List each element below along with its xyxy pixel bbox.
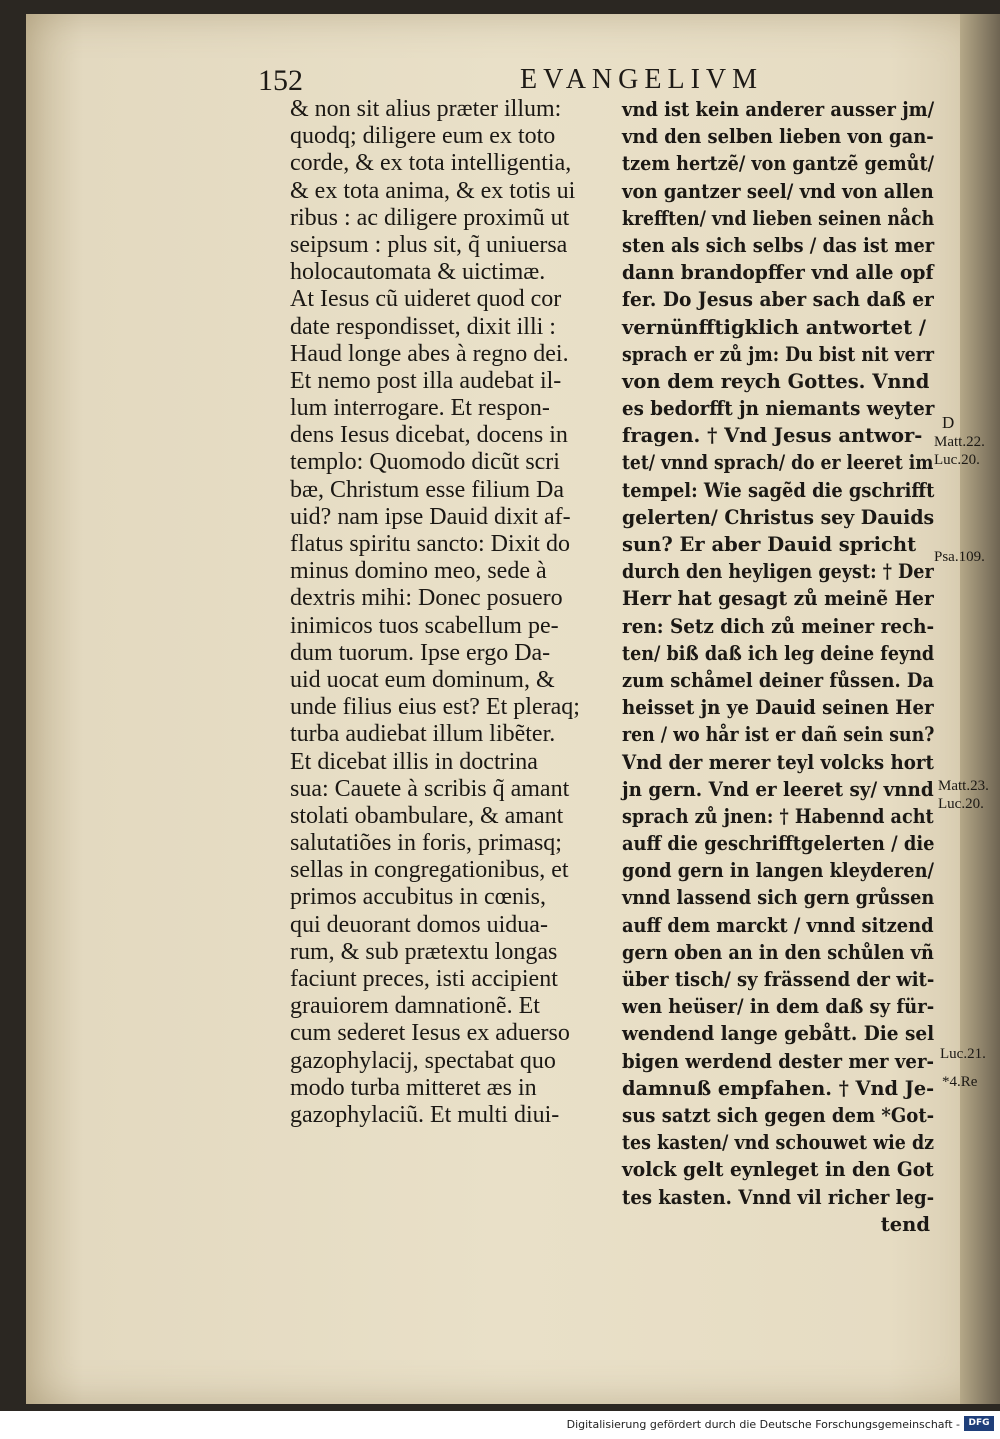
german-text-line: dann brandopffer vnd alle opf xyxy=(622,261,934,285)
german-text-line: fer. Do Jesus aber sach daß er xyxy=(622,288,934,312)
german-text-line: auff die geschrifftgelerten / die xyxy=(622,832,935,856)
german-text-line: wendend lange gebått. Die sel xyxy=(622,1022,935,1046)
latin-text-line: unde filius eius est? Et pleraq; xyxy=(290,694,580,721)
latin-text-line: date respondisset, dixit illi : xyxy=(290,313,556,340)
latin-text-line: templo: Quomodo dicũt scri xyxy=(290,449,560,476)
running-title: EVANGELIVM xyxy=(520,64,764,95)
margin-ref-luc-20-second: Luc.20. xyxy=(938,796,984,812)
german-text-line: sun? Er aber Dauid spricht xyxy=(622,533,917,556)
latin-text-line: Et dicebat illis in doctrina xyxy=(290,748,538,775)
german-text-line: wen heüser/ in dem daß sy für- xyxy=(622,995,935,1019)
german-text-line: von gantzer seel/ vnd von allen xyxy=(622,179,934,203)
german-text-line: bigen werdend dester mer ver- xyxy=(622,1049,935,1073)
latin-text-line: grauiorem damnationẽ. Et xyxy=(290,993,540,1020)
german-text-line: ren / wo hår ist er dañ sein sun? xyxy=(622,723,935,747)
german-text-line: jn gern. Vnd er leeret sy/ vnnd xyxy=(622,777,934,801)
german-text-line: heisset jn ye Dauid seinen Her xyxy=(622,696,934,720)
german-text-line: ten/ biß daß ich leg deine feynd xyxy=(622,641,935,665)
latin-text-line: uid uocat eum dominum, & xyxy=(290,666,555,693)
margin-ref-matt-23: Matt.23. xyxy=(938,778,989,794)
german-text-line: Vnd der merer teyl volcks hort xyxy=(622,750,934,774)
latin-text-line: inimicos tuos scabellum pe- xyxy=(290,612,559,639)
latin-text-line: seipsum : plus sit, q̃ uniuersa xyxy=(290,231,568,258)
latin-text-line: stolati obambulare, & amant xyxy=(290,802,564,829)
latin-text-line: turba audiebat illum libẽter. xyxy=(290,721,556,748)
latin-text-line: corde, & ex tota intelligentia, xyxy=(290,150,572,177)
german-text-line: sprach er zů jm: Du bist nit verr xyxy=(622,342,934,366)
latin-text-line: flatus spiritu sancto: Dixit do xyxy=(290,531,570,557)
margin-ref-luc-21: Luc.21. xyxy=(940,1046,986,1062)
german-text-line: gelerten/ Christus sey Dauids xyxy=(622,505,935,529)
german-text-line: tes kasten/ vnd schouwet wie dz xyxy=(622,1131,935,1155)
latin-text-line: & ex tota anima, & ex totis ui xyxy=(290,177,576,204)
footer-bar xyxy=(0,1411,1000,1439)
german-text-line: sprach zů jnen: † Habennd acht xyxy=(622,804,934,828)
german-text-line: tes kasten. Vnnd vil richer leg- xyxy=(622,1185,935,1209)
latin-text-line: gazophylacij, spectabat quo xyxy=(290,1047,556,1074)
margin-ref-luc-20: Luc.20. xyxy=(934,452,980,468)
german-text-line: auff dem marckt / vnnd sitzend xyxy=(622,913,934,937)
german-text-line: sus satzt sich gegen dem *Got- xyxy=(622,1103,935,1127)
latin-text-line: dum tuorum. Ipse ergo Da- xyxy=(290,639,551,666)
latin-text-line: sua: Cauete à scribis q̃ amant xyxy=(290,775,570,802)
latin-text-line: bæ, Christum esse filium Da xyxy=(290,476,564,503)
german-text-line: sten als sich selbs / das ist mer xyxy=(622,233,935,257)
german-text-line: es bedorfft jn niemants weyter xyxy=(622,397,935,421)
german-text-line: Herr hat gesagt zů meinẽ Her xyxy=(622,587,934,611)
german-text-line: vnnd lassend sich gern grůssen xyxy=(622,886,935,910)
latin-text-line: rum, & sub prætextu longas xyxy=(290,938,558,965)
latin-text-line: At Iesus cũ uideret quod cor xyxy=(290,286,562,313)
german-column xyxy=(622,96,934,1238)
latin-text-line: minus domino meo, sede à xyxy=(290,558,547,585)
funding-notice: Digitalisierung gefördert durch die Deutsche Forschungsgemeinschaft - xyxy=(566,1418,960,1431)
german-text-line: damnuß empfahen. † Vnd Je- xyxy=(622,1076,935,1100)
german-text-line: vnd den selben lieben von gan- xyxy=(622,125,934,149)
catchword: tend xyxy=(880,1212,930,1236)
latin-text-line: dens Iesus dicebat, docens in xyxy=(290,422,568,449)
latin-text-line: Et nemo post illa audebat il- xyxy=(290,367,562,394)
german-text-line: ren: Setz dich zů meiner rech- xyxy=(622,614,935,638)
latin-text-line: Haud longe abes à regno dei. xyxy=(290,340,569,367)
latin-text-line: lum interrogare. Et respon- xyxy=(290,395,550,422)
latin-text-line: holocautomata & uictimæ. xyxy=(290,259,546,286)
german-text-line: tzem hertzẽ/ von gantzẽ gemůt/ xyxy=(622,152,935,176)
german-text-line: krefften/ vnd lieben seinen nåch xyxy=(622,206,935,230)
latin-text-line: & non sit alius præter illum: xyxy=(290,96,562,122)
latin-text-line: faciunt preces, isti accipient xyxy=(290,966,558,992)
german-text-line: volck gelt eynleget in den Got xyxy=(622,1158,934,1182)
latin-text-line: salutatiões in foris, primasq; xyxy=(290,830,562,857)
german-text-line: gond gern in langen kleyderen/ xyxy=(622,859,934,883)
german-text-line: von dem reych Gottes. Vnnd xyxy=(622,369,930,393)
margin-section-letter: D xyxy=(942,413,955,432)
margin-ref-matt-22: Matt.22. xyxy=(934,434,985,450)
german-text-line: tet/ vnnd sprach/ do er leeret im xyxy=(622,451,934,475)
latin-text-line: primos accubitus in cœnis, xyxy=(290,884,546,911)
latin-text-line: qui deuorant domos uidua- xyxy=(290,911,548,938)
latin-text-line: modo turba mitteret æs in xyxy=(290,1074,537,1101)
german-text-line: fragen. † Vnd Jesus antwor- xyxy=(622,424,923,448)
latin-text-line: quodq; diligere eum ex toto xyxy=(290,123,556,150)
margin-ref-4-reg: *4.Re xyxy=(942,1074,978,1090)
latin-text-line: gazophylaciũ. Et multi diui- xyxy=(290,1101,560,1128)
latin-text-line: ribus : ac diligere proximũ ut xyxy=(290,204,570,231)
german-text-line: durch den heyligen geyst: † Der xyxy=(622,560,934,584)
latin-text-line: uid? nam ipse Dauid dixit af- xyxy=(290,503,571,530)
german-text-line: zum schåmel deiner fůssen. Da xyxy=(622,668,934,692)
german-text-line: vernünfftigklich antwortet / xyxy=(622,315,926,339)
german-text-line: gern oben an in den schůlen vñ xyxy=(622,940,934,964)
german-text-line: über tisch/ sy frässend der wit- xyxy=(622,968,935,991)
german-text-line: tempel: Wie sagẽd die gschrifft xyxy=(622,478,935,502)
page-number: 152 xyxy=(258,64,303,97)
margin-ref-psa-109: Psa.109. xyxy=(934,549,985,565)
german-text-line: vnd ist kein anderer ausser jm/ xyxy=(622,98,935,121)
dfg-logo: DFG xyxy=(964,1416,994,1431)
latin-text-line: dextris mihi: Donec posuero xyxy=(290,585,563,612)
latin-column xyxy=(290,96,610,1129)
latin-text-line: cum sederet Iesus ex aduerso xyxy=(290,1020,570,1047)
page-edge-shadow xyxy=(960,14,1000,1404)
latin-text-line: sellas in congregationibus, et xyxy=(290,857,569,884)
